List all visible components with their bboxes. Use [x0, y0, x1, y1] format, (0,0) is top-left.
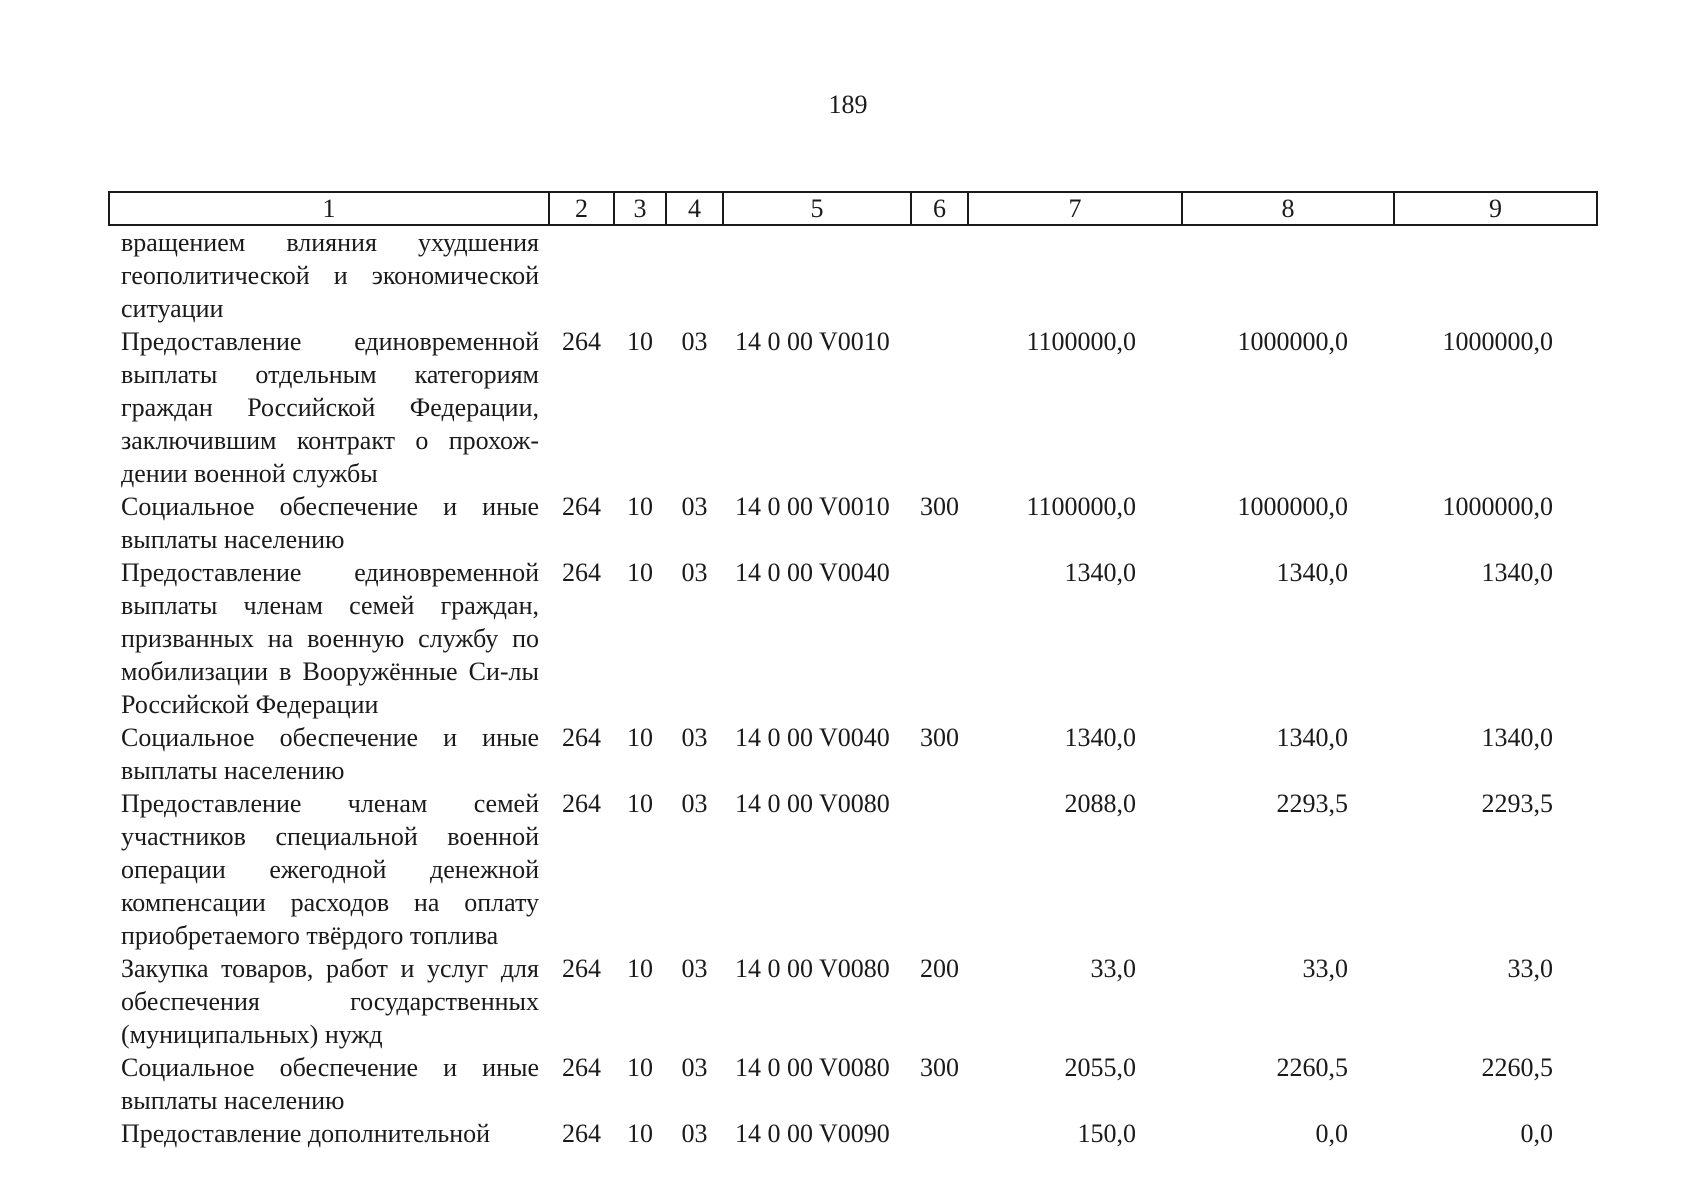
row-c4: 03 — [681, 492, 708, 521]
row-name: Предоставление членам семей участников специальной военной операции ежегодной денежной компенсации расходов на оплату приобретаемого твёрдого топлива — [121, 789, 539, 950]
row-c6: 200 — [920, 954, 959, 983]
row-c6 — [911, 325, 968, 490]
row-c5: 14 0 00 V0040 — [735, 723, 890, 752]
row-name: Предоставление единовременной выплаты членам семей граждан, призванных на военную службу по мобилизации в Вооружённые Си-лы Российской Федерации — [121, 558, 539, 719]
table-row — [109, 1051, 1597, 1117]
row-c6: 300 — [920, 723, 959, 752]
row-c7: 1340,0 — [1064, 723, 1136, 752]
row-name: Закупка товаров, работ и услуг для обеспечения государственных (муниципальных) нужд — [121, 954, 539, 1049]
table-row — [109, 490, 1597, 556]
row-c3: 10 — [627, 327, 653, 356]
table-row — [109, 556, 1597, 721]
row-c5: 14 0 00 V0010 — [735, 492, 890, 521]
row-c2: 264 — [562, 327, 601, 356]
row-c5 — [723, 225, 911, 325]
row-c2: 264 — [562, 1119, 601, 1148]
row-c2 — [549, 225, 614, 325]
row-c6: 300 — [920, 1053, 959, 1082]
row-c3: 10 — [627, 723, 653, 752]
table-row — [109, 1117, 1597, 1150]
row-c2: 264 — [562, 1053, 601, 1082]
row-c5: 14 0 00 V0080 — [735, 954, 890, 983]
row-c8: 33,0 — [1302, 954, 1348, 983]
row-c8: 2293,5 — [1276, 789, 1348, 818]
header-row — [109, 192, 1597, 225]
row-c9: 1340,0 — [1481, 558, 1553, 587]
row-c6 — [911, 556, 968, 721]
row-name: Предоставление единовременной выплаты отдельным категориям граждан Российской Федерации, заключившим контракт о прохож-дении военной службы — [121, 327, 539, 488]
row-c2: 264 — [562, 492, 601, 521]
row-c3 — [614, 225, 666, 325]
row-c3: 10 — [627, 492, 653, 521]
row-c9: 0,0 — [1520, 1119, 1553, 1148]
column-header-5: 5 — [723, 192, 911, 225]
row-c8 — [1182, 225, 1394, 325]
row-name: вращением влияния ухудшения геополитической и экономической ситуации — [121, 228, 539, 323]
row-c6 — [911, 225, 968, 325]
row-name: Предоставление дополнительной — [121, 1119, 491, 1148]
column-header-6: 6 — [911, 192, 968, 225]
column-header-1: 1 — [109, 192, 549, 225]
row-c4: 03 — [681, 1119, 708, 1148]
page-number: 189 — [828, 90, 868, 119]
row-c4: 03 — [681, 1053, 708, 1082]
row-c5: 14 0 00 V0040 — [735, 558, 890, 587]
table-row — [109, 721, 1597, 787]
row-c3: 10 — [627, 1119, 653, 1148]
row-c9: 1340,0 — [1481, 723, 1553, 752]
row-c9: 1000000,0 — [1442, 492, 1553, 521]
row-c7: 1100000,0 — [1026, 327, 1136, 356]
row-c2: 264 — [562, 789, 601, 818]
row-c7: 150,0 — [1077, 1119, 1136, 1148]
row-c5: 14 0 00 V0090 — [735, 1119, 890, 1148]
row-c6: 300 — [920, 492, 959, 521]
row-c4: 03 — [681, 954, 708, 983]
row-c7: 2088,0 — [1064, 789, 1136, 818]
row-c4: 03 — [681, 558, 708, 587]
row-c9: 2293,5 — [1481, 789, 1553, 818]
row-name: Социальное обеспечение и иные выплаты населению — [121, 1053, 539, 1115]
row-c3: 10 — [627, 558, 653, 587]
row-c4: 03 — [681, 327, 708, 356]
row-c2: 264 — [562, 723, 601, 752]
row-c7: 2055,0 — [1064, 1053, 1136, 1082]
table-body — [109, 225, 1597, 1150]
row-c6 — [911, 1117, 968, 1150]
column-header-7: 7 — [968, 192, 1182, 225]
row-c3: 10 — [627, 789, 653, 818]
row-c6 — [911, 787, 968, 952]
column-header-4: 4 — [666, 192, 723, 225]
row-c3: 10 — [627, 1053, 653, 1082]
row-c8: 0,0 — [1315, 1119, 1348, 1148]
table-row — [109, 952, 1597, 1051]
row-c2: 264 — [562, 558, 601, 587]
table-header — [109, 192, 1597, 225]
column-header-8: 8 — [1182, 192, 1394, 225]
row-c5: 14 0 00 V0080 — [735, 1053, 890, 1082]
row-c9: 33,0 — [1507, 954, 1553, 983]
row-c7: 1100000,0 — [1026, 492, 1136, 521]
table-row — [109, 787, 1597, 952]
table-row — [109, 225, 1597, 325]
row-c7: 1340,0 — [1064, 558, 1136, 587]
row-c3: 10 — [627, 954, 653, 983]
row-c8: 2260,5 — [1276, 1053, 1348, 1082]
table-row — [109, 325, 1597, 490]
column-header-3: 3 — [614, 192, 666, 225]
column-header-9: 9 — [1394, 192, 1597, 225]
row-c9: 2260,5 — [1481, 1053, 1553, 1082]
row-c8: 1000000,0 — [1237, 492, 1348, 521]
row-c9: 1000000,0 — [1442, 327, 1553, 356]
row-c5: 14 0 00 V0080 — [735, 789, 890, 818]
row-c7 — [968, 225, 1182, 325]
row-c4: 03 — [681, 789, 708, 818]
row-c8: 1340,0 — [1276, 723, 1348, 752]
budget-table — [108, 191, 1598, 1150]
column-header-2: 2 — [549, 192, 614, 225]
row-c4: 03 — [681, 723, 708, 752]
row-c8: 1000000,0 — [1237, 327, 1348, 356]
row-c2: 264 — [562, 954, 601, 983]
row-name: Социальное обеспечение и иные выплаты населению — [121, 492, 539, 554]
row-name: Социальное обеспечение и иные выплаты населению — [121, 723, 539, 785]
row-c7: 33,0 — [1090, 954, 1136, 983]
row-c8: 1340,0 — [1276, 558, 1348, 587]
row-c5: 14 0 00 V0010 — [735, 327, 890, 356]
row-c9 — [1394, 225, 1597, 325]
row-c4 — [666, 225, 723, 325]
